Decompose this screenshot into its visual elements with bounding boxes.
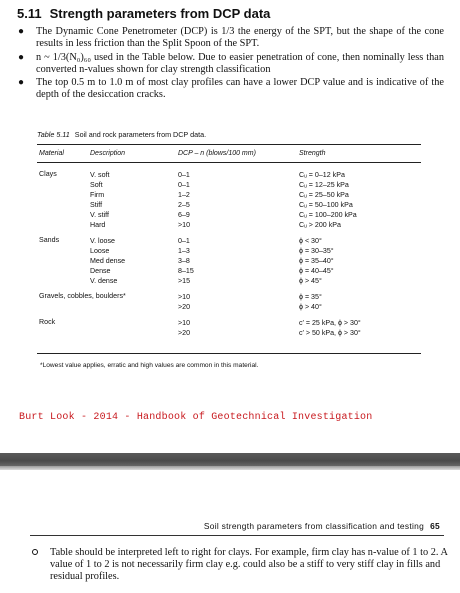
table-row xyxy=(37,292,421,302)
table-row xyxy=(37,190,421,200)
table-row xyxy=(37,246,421,256)
dcp-cell: >10 xyxy=(178,293,191,301)
running-head-title: Soil strength parameters from classification and testing xyxy=(203,521,425,531)
table-group xyxy=(37,170,421,230)
source-credit: Burt Look - 2014 - Handbook of Geotechnical Investigation xyxy=(19,412,373,423)
material-cell: Gravels, cobbles, boulders* xyxy=(39,292,126,300)
table-row xyxy=(37,276,421,286)
strength-cell: c′ = 25 kPa, ϕ > 30° xyxy=(299,319,361,327)
dcp-cell: 6–9 xyxy=(178,211,190,219)
dcp-cell: >10 xyxy=(178,319,191,327)
strength-cell: Cᵤ = 25–50 kPa xyxy=(299,191,349,199)
table-row xyxy=(37,200,421,210)
dcp-cell: 1–2 xyxy=(178,191,190,199)
strength-cell: Cᵤ > 200 kPa xyxy=(299,221,341,229)
table-group xyxy=(37,318,421,338)
strength-cell: ϕ = 40–45° xyxy=(299,267,334,275)
table-row xyxy=(37,256,421,266)
dcp-cell: 1–3 xyxy=(178,247,190,255)
section-number: 5.11 xyxy=(17,6,42,21)
strength-cell: ϕ = 35–40° xyxy=(299,257,334,265)
table-group xyxy=(37,292,421,312)
col-header-description: Description xyxy=(90,150,126,157)
dcp-cell: 0–1 xyxy=(178,181,190,189)
bullet-dot-icon: ● xyxy=(18,26,25,37)
description-cell: V. soft xyxy=(90,171,110,179)
strength-cell: c′ > 50 kPa, ϕ > 30° xyxy=(299,329,361,337)
dcp-cell: 8–15 xyxy=(178,267,194,275)
description-cell: Loose xyxy=(90,247,110,255)
page-divider-shade xyxy=(0,466,460,470)
description-cell: Firm xyxy=(90,191,105,199)
table-header-rule xyxy=(37,162,421,163)
table-row xyxy=(37,170,421,180)
description-cell: Soft xyxy=(90,181,103,189)
dcp-cell: >15 xyxy=(178,277,191,285)
material-cell: Rock xyxy=(39,318,56,326)
running-head xyxy=(204,521,440,531)
bullet-item: ● n ~ 1/3(N₀)₆₀ used in the Table below. Due to easier penetration of cone, then nominally less than converted n-values shown for clay strength classification xyxy=(18,51,444,75)
table-caption xyxy=(37,130,206,139)
strength-cell: Cᵤ = 0–12 kPa xyxy=(299,171,345,179)
table-bottom-rule xyxy=(37,353,421,354)
strength-cell: ϕ > 45° xyxy=(299,277,322,285)
col-header-strength: Strength xyxy=(299,150,326,157)
table-group xyxy=(37,236,421,286)
description-cell: V. loose xyxy=(90,237,115,245)
description-cell: Dense xyxy=(90,267,111,275)
strength-cell: Cᵤ = 100–200 kPa xyxy=(299,211,357,219)
table-row xyxy=(37,318,421,328)
hollow-bullet-icon xyxy=(32,549,38,555)
page-divider xyxy=(0,453,460,466)
col-header-dcp: DCP – n (blows/100 mm) xyxy=(178,150,256,157)
table-row xyxy=(37,210,421,220)
dcp-cell: 0–1 xyxy=(178,237,190,245)
description-cell xyxy=(90,318,178,328)
table-body xyxy=(37,170,421,344)
description-cell xyxy=(90,292,178,302)
table-row xyxy=(37,266,421,276)
material-cell: Clays xyxy=(39,170,57,178)
table-footnote: *Lowest value applies, erratic and high values are common in this material. xyxy=(40,362,259,369)
dcp-cell: >20 xyxy=(178,303,191,311)
running-head-rule xyxy=(30,535,444,536)
table-caption-text: Soil and rock parameters from DCP data. xyxy=(74,130,207,139)
strength-cell: ϕ > 40° xyxy=(299,303,322,311)
description-cell: V. dense xyxy=(90,277,118,285)
dcp-cell: >20 xyxy=(178,329,191,337)
bullet-item: ● The Dynamic Cone Penetrometer (DCP) is 1/3 the energy of the SPT, but the shape of the cone results in less friction than the Split Spoon of the SPT. xyxy=(18,26,444,50)
strength-cell: ϕ < 30° xyxy=(299,237,322,245)
strength-cell: Cᵤ = 50–100 kPa xyxy=(299,201,353,209)
table-row xyxy=(37,180,421,190)
material-cell: Sands xyxy=(39,236,60,244)
table-row xyxy=(37,220,421,230)
section-heading xyxy=(17,6,270,21)
bullet-item: ● The top 0.5 m to 1.0 m of most clay profiles can have a lower DCP value and is indicative of the depth of the desiccation cracks. xyxy=(18,77,444,101)
table-row xyxy=(37,236,421,246)
strength-cell: ϕ = 30–35° xyxy=(299,247,334,255)
description-cell xyxy=(90,302,178,312)
description-cell: Stiff xyxy=(90,201,103,209)
table-number: Table 5.11 xyxy=(37,130,70,139)
table-top-rule xyxy=(37,144,421,145)
strength-cell: Cᵤ = 12–25 kPa xyxy=(299,181,349,189)
description-cell xyxy=(90,328,178,338)
dcp-cell: 0–1 xyxy=(178,171,190,179)
bullet-list xyxy=(14,26,444,103)
dcp-cell: 3–8 xyxy=(178,257,190,265)
section-title: Strength parameters from DCP data xyxy=(49,6,271,21)
table-row xyxy=(37,302,421,312)
table-row xyxy=(37,328,421,338)
col-header-material: Material xyxy=(39,150,64,157)
bullet-dot-icon: ● xyxy=(18,51,25,63)
description-cell: Hard xyxy=(90,221,106,229)
description-cell: Med dense xyxy=(90,257,126,265)
dcp-cell: 2–5 xyxy=(178,201,190,209)
dcp-cell: >10 xyxy=(178,221,191,229)
bullet-dot-icon: ● xyxy=(18,77,25,89)
strength-cell: ϕ = 35° xyxy=(299,293,322,301)
description-cell: V. stiff xyxy=(90,211,109,219)
note-text: Table should be interpreted left to right for clays. For example, firm clay has n-value of 1 to 2. A value of 1 to 2 is not necessarily firm clay e.g. could also be a stiff to very stiff clay in fills and residual profiles. xyxy=(50,547,448,583)
page-number: 65 xyxy=(430,521,440,531)
note-item xyxy=(30,547,460,584)
